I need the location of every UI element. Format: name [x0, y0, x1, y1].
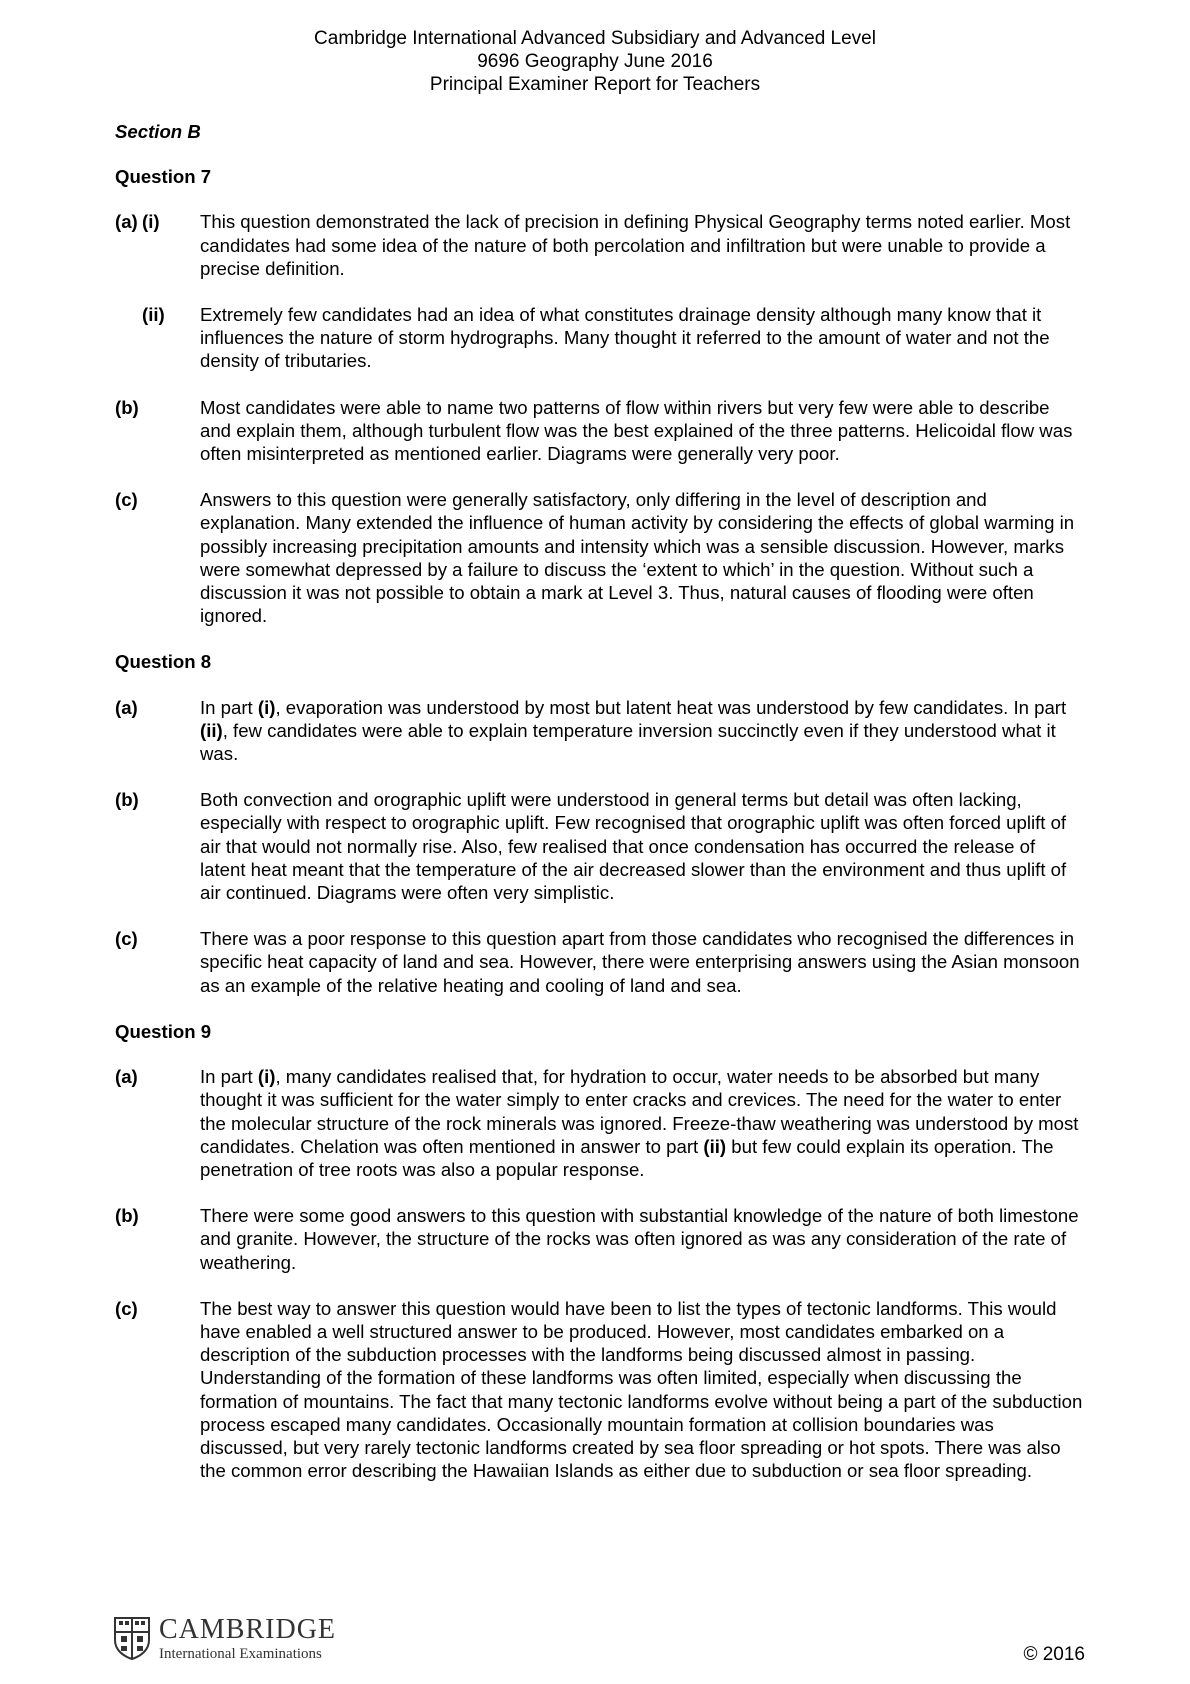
- item-label: (a): [115, 1066, 138, 1088]
- item-text: Both convection and orographic uplift were understood in general terms but detail was often lacking, especially with respect to orographic uplift. Few recognised that orographic uplift was often forced uplift of air that would not normally rise. Also, few realised that once condensation has occurred the release of latent heat meant that the temperature of the air decreased slower than the environment and thus uplift of air continued. Diagrams were often very simplistic.: [200, 789, 1067, 904]
- header-line-2: 9696 Geography June 2016: [477, 51, 713, 72]
- item-text: In part (i), many candidates realised that, for hydration to occur, water needs to be absorbed but many thought it was sufficient for the water simply to enter cracks and crevices. The need for the water to enter the molecular structure of the rock minerals was ignored. Freeze-thaw weathering was understood by most candidates. Chelation was often mentioned in answer to part (ii) but few could explain its operation. The penetration of tree roots was also a popular response.: [200, 1066, 1079, 1180]
- item-text: Answers to this question were generally satisfactory, only differing in the level of description and explanation. Many extended the influence of human activity by considering the effects of global warming in possibly increasing precipitation amounts and intensity which was a sensible discussion. However, marks were somewhat depressed by a failure to discuss the ‘extent to which’ in the question. Without such a discussion it was not possible to obtain a mark at Level 3. Thus, natural causes of flooding were often ignored.: [200, 489, 1075, 627]
- answer-item: [115, 396, 1085, 466]
- item-label: (a) (i): [115, 211, 160, 233]
- item-label: (c): [115, 928, 138, 950]
- copyright: © 2016: [1023, 1644, 1085, 1665]
- cambridge-logo: [113, 1616, 336, 1664]
- header-line-3: Principal Examiner Report for Teachers: [429, 74, 761, 95]
- item-text: This question demonstrated the lack of precision in defining Physical Geography terms noted earlier. Most candidates had some idea of the nature of both percolation and infiltration but were unable to provide a precise definition.: [200, 211, 1071, 279]
- report-body: [115, 120, 1085, 1505]
- header-line-1: Cambridge International Advanced Subsidiary and Advanced Level: [314, 28, 876, 49]
- answer-item: [115, 210, 1085, 280]
- logo-wordmark: CAMBRIDGE: [159, 1614, 337, 1645]
- item-label: (a): [115, 696, 138, 718]
- answer-item: [115, 696, 1085, 766]
- answer-item: [115, 1297, 1085, 1483]
- item-label: (c): [115, 489, 138, 511]
- answer-item: [115, 927, 1085, 997]
- item-text: In part (i), evaporation was understood by most but latent heat was understood by few candidates. In part (ii), few candidates were able to explain temperature inversion succinctly even if they understood what it was.: [200, 696, 1067, 765]
- item-label: (b): [115, 1205, 139, 1227]
- answer-item: [115, 303, 1085, 373]
- question-title: Question 9: [115, 1020, 212, 1042]
- answer-item: [115, 1204, 1085, 1274]
- crest-icon: [113, 1616, 151, 1660]
- question-title: Question 8: [115, 651, 212, 673]
- item-label: (c): [115, 1297, 138, 1319]
- page-header: [0, 27, 1190, 96]
- answer-item: [115, 488, 1085, 627]
- item-text: Most candidates were able to name two patterns of flow within rivers but very few were able to describe and explain them, although turbulent flow was the best explained of the three patterns. Helicoidal flow was often misinterpreted as mentioned earlier. Diagrams were generally very poor.: [200, 396, 1073, 465]
- answer-item: [115, 1065, 1085, 1181]
- section-title: Section B: [115, 121, 201, 142]
- item-text: There was a poor response to this question apart from those candidates who recognised the differences in specific heat capacity of land and sea. However, there were enterprising answers using the Asian monsoon as an example of the relative heating and cooling of land and sea.: [200, 928, 1080, 996]
- item-label: (ii): [142, 304, 165, 326]
- item-text: Extremely few candidates had an idea of what constitutes drainage density although many know that it influences the nature of storm hydrographs. Many thought it referred to the amount of water and not the density of tributaries.: [200, 304, 1050, 372]
- item-text: The best way to answer this question would have been to list the types of tectonic landforms. This would have enabled a well structured answer to be produced. However, most candidates embarked on a description of the subduction processes with the landforms being discussed almost in passing. Understanding of the formation of these landforms was often limited, especially when discussing the formation of mountains. The fact that many tectonic landforms evolve without being a part of the subduction process escaped many candidates. Occasionally mountain formation at collision boundaries was discussed, but very rarely tectonic landforms created by sea floor spreading or hot spots. There was also the common error describing the Hawaiian Islands as either due to subduction or sea floor spreading.: [200, 1297, 1083, 1482]
- answer-item: [115, 788, 1085, 904]
- logo-subtitle: International Examinations: [159, 1646, 322, 1662]
- question-title: Question 7: [115, 166, 212, 188]
- item-label: (b): [115, 396, 139, 418]
- item-label: (b): [115, 789, 139, 811]
- item-text: There were some good answers to this question with substantial knowledge of the nature of both limestone and granite. However, the structure of the rocks was often ignored as was any consideration of the rate of weathering.: [200, 1205, 1079, 1273]
